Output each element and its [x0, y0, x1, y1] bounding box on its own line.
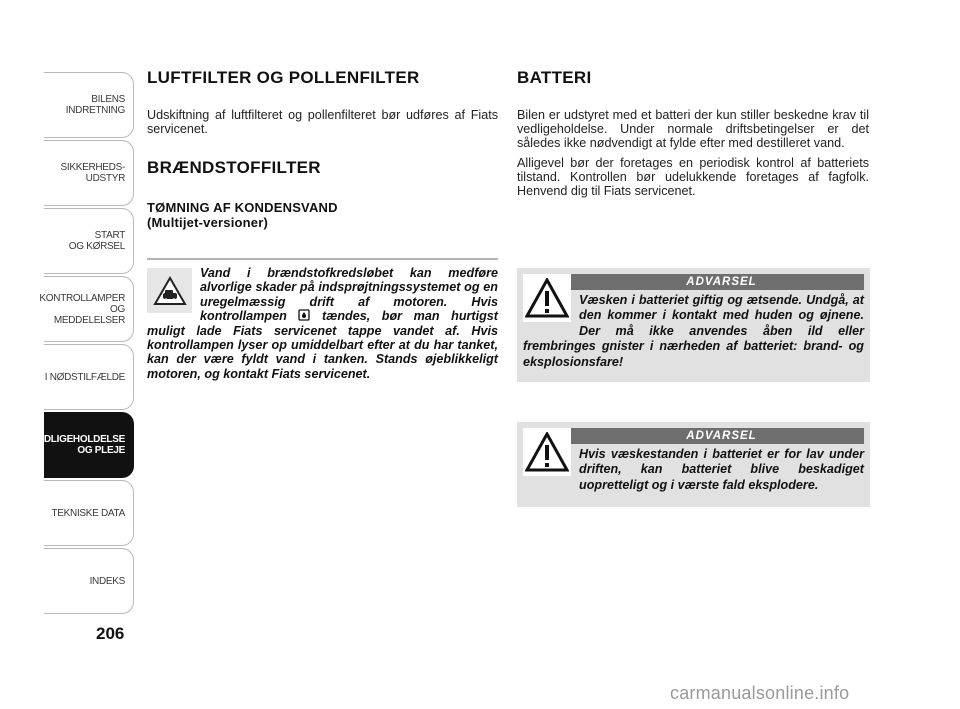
tab-label: BILENS	[91, 94, 125, 105]
tab-indeks[interactable]	[44, 548, 134, 614]
water-warning	[147, 266, 498, 381]
water-warning-text-1: Vand i brændstofkredsløbet kan medføre alvorlige skader på indsprøjtningssystemet og en uregelmæssig drift af motoren. Hvis kontrollampen	[200, 266, 498, 324]
tab-sikkerhedsudstyr[interactable]	[44, 140, 134, 206]
tab-label: INDEKS	[89, 575, 125, 587]
tab-start-og-korsel[interactable]	[44, 208, 134, 274]
divider	[147, 258, 498, 260]
subsection-title: TØMNING AF KONDENSVAND	[147, 200, 338, 215]
section-title-braendstoffilter: BRÆNDSTOFFILTER	[147, 158, 321, 177]
tab-label: TEKNISKE DATA	[51, 507, 125, 519]
batteri-paragraph-1: Bilen er udstyret med et batteri der kun stiller beskedne krav til vedligeholdelse. Under normale driftsbetingelser er det således ikke nødvendigt at fylde efter med destilleret vand.	[517, 108, 869, 150]
tab-label: UDSTYR	[85, 173, 125, 184]
tab-label: OG MEDDELELSER	[53, 303, 125, 326]
warning-box-acid	[517, 268, 870, 382]
warning-text-acid: Væsken i batteriet giftig og ætsende. Undgå, at den kommer i kontakt med huden og øjnene. Der må ikke anvendes åben ild eller frembringes gnister i nærheden af batteriet: brand- og eksplosionsfare!	[523, 293, 864, 369]
section-title-luftfilter: LUFTFILTER OG POLLENFILTER	[147, 68, 420, 87]
tab-label: I NØDSTILFÆLDE	[44, 371, 125, 383]
tab-label: OG PLEJE	[77, 445, 125, 456]
warning-header: ADVARSEL	[523, 428, 864, 444]
warning-box-level	[517, 422, 870, 507]
tab-bilens-indretning[interactable]	[44, 72, 134, 138]
left-column	[147, 68, 498, 381]
batteri-paragraph-2: Alligevel bør der foretages en periodisk kontrol af batteriets tilstand. Kontrollen bør udelukkende foretages af fagfolk. Henvend dig til Fiats servicenet.	[517, 156, 869, 198]
tab-label: OG KØRSEL	[68, 241, 125, 252]
tab-label: INDRETNING	[65, 105, 125, 116]
tab-kontrollamper[interactable]	[39, 276, 134, 342]
section-title-batteri: BATTERI	[517, 68, 592, 87]
luftfilter-paragraph: Udskiftning af luftfilteret og pollenfilteret bør udføres af Fiats servicenet.	[147, 108, 498, 136]
page-number: 206	[96, 624, 125, 643]
tab-label: KONTROLLAMPER	[39, 292, 125, 304]
tab-i-nodstilfaelde[interactable]	[44, 344, 134, 410]
subsection-heading	[147, 200, 498, 230]
tab-vedligeholdelse[interactable]	[31, 412, 134, 478]
tab-tekniske-data[interactable]	[44, 480, 134, 546]
water-warning-text-2: tændes, bør man hurtigst muligt lade Fiats servicenet tappe vandet af. Hvis kontrollampen lyser op umiddelbart efter at du har tanket, kan der være fyldt vand i tanken. Stands øjeblikkeligt motoren, og kontakt Fiats servicenet.	[147, 309, 498, 381]
tab-label: SIKKERHEDS-	[60, 162, 125, 173]
watermark: carmanualsonline.info	[670, 683, 850, 703]
vehicle-warning-icon	[147, 268, 192, 313]
warning-text-level: Hvis væskestanden i batteriet er for lav under driften, kan batteriet blive beskadiget uopretteligt og i værste fald eksplodere.	[579, 447, 864, 492]
water-in-fuel-lamp-icon	[298, 309, 322, 323]
warning-header: ADVARSEL	[523, 274, 864, 290]
right-column	[517, 68, 869, 198]
tab-label: START	[94, 230, 125, 241]
tab-label: VEDLIGEHOLDELSE	[31, 434, 125, 445]
warning-triangle-icon	[523, 428, 571, 476]
subsection-subtitle: (Multijet-versioner)	[147, 215, 269, 230]
warning-triangle-icon	[523, 274, 571, 322]
